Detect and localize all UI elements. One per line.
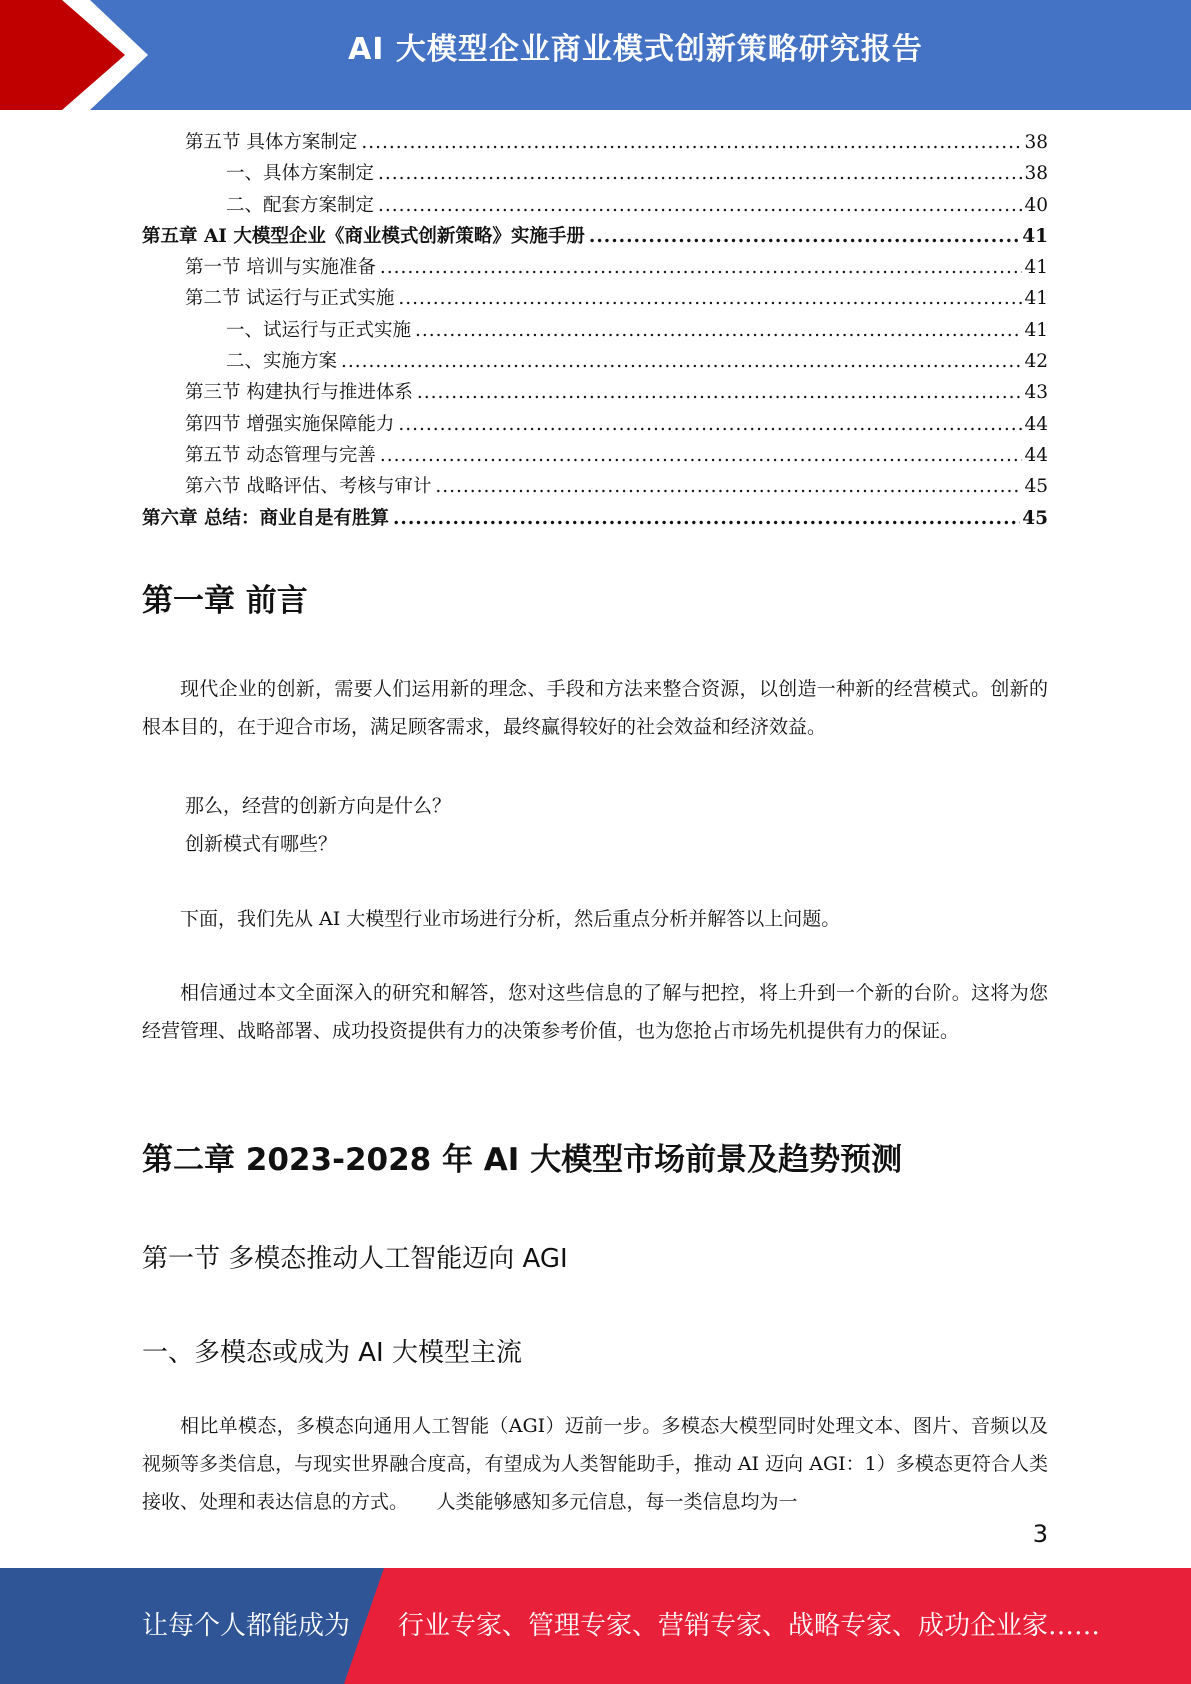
toc-entry[interactable] <box>142 410 1048 441</box>
toc-leader-dots <box>393 508 1020 529</box>
chapter1-question-2: 创新模式有哪些？ <box>185 833 338 855</box>
chapter2-heading: 第二章 2023-2028 年 AI 大模型市场前景及趋势预测 <box>142 1142 903 1178</box>
toc-entry-label: 第五节 动态管理与完善 <box>185 444 376 466</box>
toc-entry-page: 38 <box>1024 163 1048 185</box>
toc-entry-page: 42 <box>1024 351 1048 373</box>
toc-entry-label: 第五节 具体方案制定 <box>185 132 358 153</box>
toc-entry-label: 第二节 试运行与正式实施 <box>185 288 395 310</box>
toc-entry-page: 41 <box>1022 225 1048 247</box>
chapter1-paragraph-2: 下面，我们先从 AI 大模型行业市场进行分析，然后重点分析并解答以上问题。 <box>180 908 841 930</box>
toc-entry[interactable] <box>142 347 1048 378</box>
page-footer <box>0 1568 1191 1684</box>
toc-entry-page: 45 <box>1024 476 1048 498</box>
toc-entry-label: 一、具体方案制定 <box>226 163 375 185</box>
toc-entry[interactable] <box>142 128 1048 159</box>
toc-entry[interactable] <box>142 504 1048 535</box>
toc-entry-label: 第四节 增强实施保障能力 <box>185 413 395 435</box>
toc-entry[interactable] <box>142 472 1048 503</box>
toc-entry-label: 二、配套方案制定 <box>226 194 375 216</box>
toc-leader-dots <box>435 476 1022 497</box>
chapter2-paragraph-1: 相比单模态，多模态向通用人工智能（AGI）迈前一步。多模态大模型同时处理文本、图片、音频以及视频等多类信息，与现实世界融合度高，有望成为人类智能助手，推动 AI 迈向 AGI：1）多模态更符合人类接收、处理和表达信息的方式。 人类能够感知多元信息，每一类信息均为一 <box>142 1415 1048 1513</box>
toc-entry-page: 38 <box>1024 132 1048 153</box>
toc-entry[interactable] <box>142 159 1048 190</box>
table-of-contents <box>142 128 1048 535</box>
toc-leader-dots <box>398 414 1022 435</box>
toc-leader-dots <box>398 288 1022 309</box>
toc-entry[interactable] <box>142 284 1048 315</box>
toc-entry[interactable] <box>142 191 1048 222</box>
toc-entry-page: 41 <box>1024 257 1048 279</box>
toc-entry[interactable] <box>142 222 1048 253</box>
toc-entry-label: 一、试运行与正式实施 <box>226 319 412 341</box>
chapter1-heading: 第一章 前言 <box>142 583 308 619</box>
toc-leader-dots <box>380 257 1023 278</box>
toc-entry[interactable] <box>142 253 1048 284</box>
header-title: AI 大模型企业商业模式创新策略研究报告 <box>348 32 923 67</box>
toc-leader-dots <box>341 351 1022 372</box>
toc-entry-page: 41 <box>1024 288 1048 310</box>
toc-leader-dots <box>415 320 1022 341</box>
toc-leader-dots <box>417 382 1023 403</box>
footer-left-text: 让每个人都能成为 <box>142 1611 351 1641</box>
toc-entry-page: 41 <box>1024 319 1048 341</box>
page-number: 3 <box>1032 1520 1048 1548</box>
chapter1-paragraph-3: 相信通过本文全面深入的研究和解答，您对这些信息的了解与把控，将上升到一个新的台阶。这将为您经营管理、战略部署、成功投资提供有力的决策参考价值，也为您抢占市场先机提供有力的保证。 <box>142 982 1048 1042</box>
toc-entry-label: 第六节 战略评估、考核与审计 <box>185 476 432 498</box>
toc-leader-dots <box>380 445 1023 466</box>
chapter1-question-1: 那么，经营的创新方向是什么？ <box>185 795 452 817</box>
toc-entry-page: 45 <box>1022 507 1048 529</box>
toc-leader-dots <box>378 195 1022 216</box>
toc-entry-label: 第六章 总结：商业自是有胜算 <box>142 507 389 529</box>
toc-entry-label: 第一节 培训与实施准备 <box>185 257 376 279</box>
toc-entry-page: 43 <box>1024 382 1048 404</box>
toc-entry[interactable] <box>142 316 1048 347</box>
chapter2-section1-heading: 第一节 多模态推动人工智能迈向 AGI <box>142 1244 568 1274</box>
toc-leader-dots <box>378 163 1022 184</box>
toc-entry-label: 第五章 AI 大模型企业《商业模式创新策略》实施手册 <box>142 225 585 247</box>
toc-leader-dots <box>361 132 1022 153</box>
toc-entry-page: 40 <box>1024 194 1048 216</box>
toc-entry-page: 44 <box>1024 444 1048 466</box>
chapter2-subsection1-heading: 一、多模态或成为 AI 大模型主流 <box>142 1338 522 1368</box>
page-header <box>0 0 1191 110</box>
toc-entry-label: 二、实施方案 <box>226 351 338 373</box>
toc-entry-label: 第三节 构建执行与推进体系 <box>185 382 413 404</box>
footer-right-text: 行业专家、管理专家、营销专家、战略专家、成功企业家…… <box>398 1611 1101 1641</box>
chapter1-paragraph-1: 现代企业的创新，需要人们运用新的理念、手段和方法来整合资源，以创造一种新的经营模式。创新的根本目的，在于迎合市场，满足顾客需求，最终赢得较好的社会效益和经济效益。 <box>142 678 1048 738</box>
toc-entry[interactable] <box>142 441 1048 472</box>
toc-leader-dots <box>589 226 1020 247</box>
toc-entry-page: 44 <box>1024 413 1048 435</box>
toc-entry[interactable] <box>142 378 1048 409</box>
